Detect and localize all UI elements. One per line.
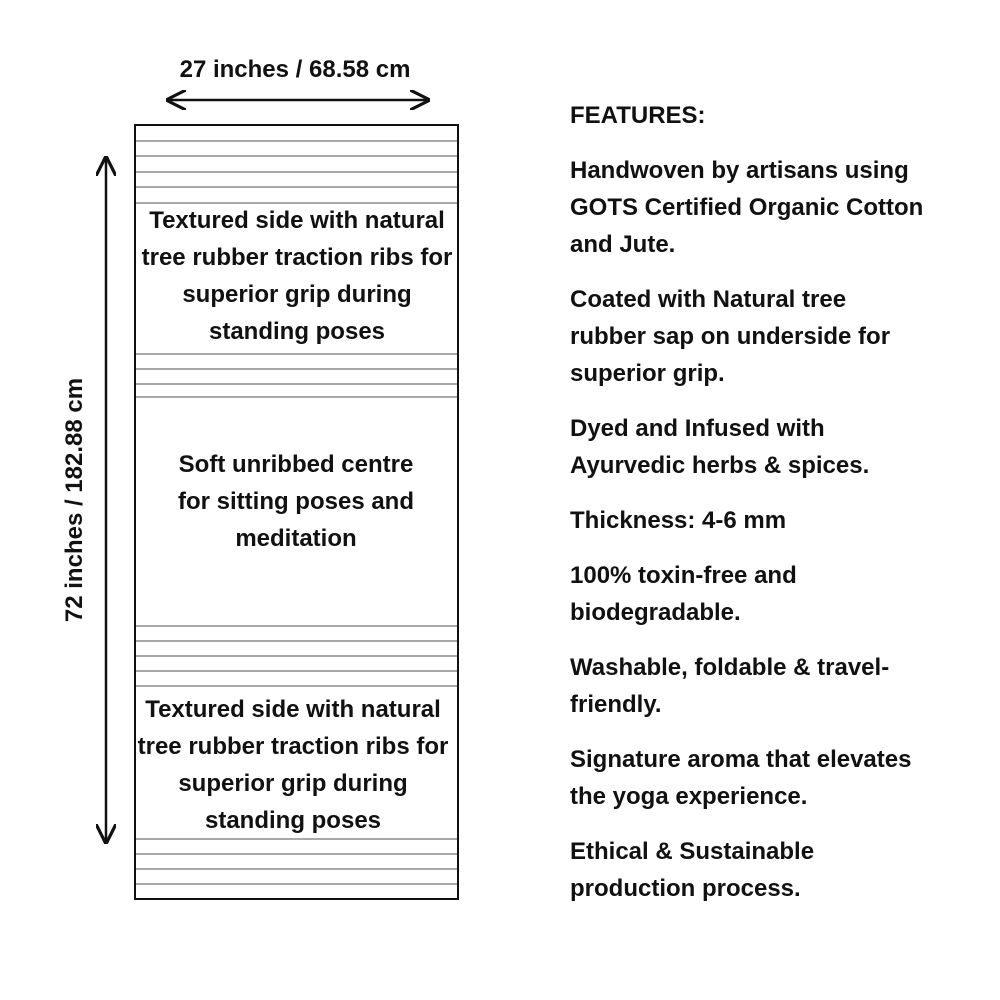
feature-item: Dyed and Infused with Ayurvedic herbs & spices. [570,415,870,479]
width-label: 27 inches / 68.58 cm [179,56,411,83]
feature-item: 100% toxin-free and biodegradable. [570,562,797,626]
mat-bottom-section-text: Textured side with natural tree rubber traction ribs for superior grip during standing poses [137,696,449,834]
height-label: 72 inches / 182.88 cm [61,377,88,623]
feature-item: Ethical & Sustainable production process. [570,838,815,902]
mat-middle-section-text: Soft unribbed centre for sitting poses and meditation [177,451,414,552]
feature-item: Washable, foldable & travel-friendly. [570,654,890,718]
feature-item: Signature aroma that elevates the yoga experience. [570,746,912,810]
feature-item: Handwoven by artisans using GOTS Certified Organic Cotton and Jute. [570,157,924,258]
mat-top-section-text: Textured side with natural tree rubber traction ribs for superior grip during standing poses [141,207,453,345]
features-panel [570,98,990,925]
feature-item: Coated with Natural tree rubber sap on underside for superior grip. [570,286,891,387]
feature-item: Thickness: 4-6 mm [570,507,787,534]
features-title: FEATURES: [570,102,706,129]
